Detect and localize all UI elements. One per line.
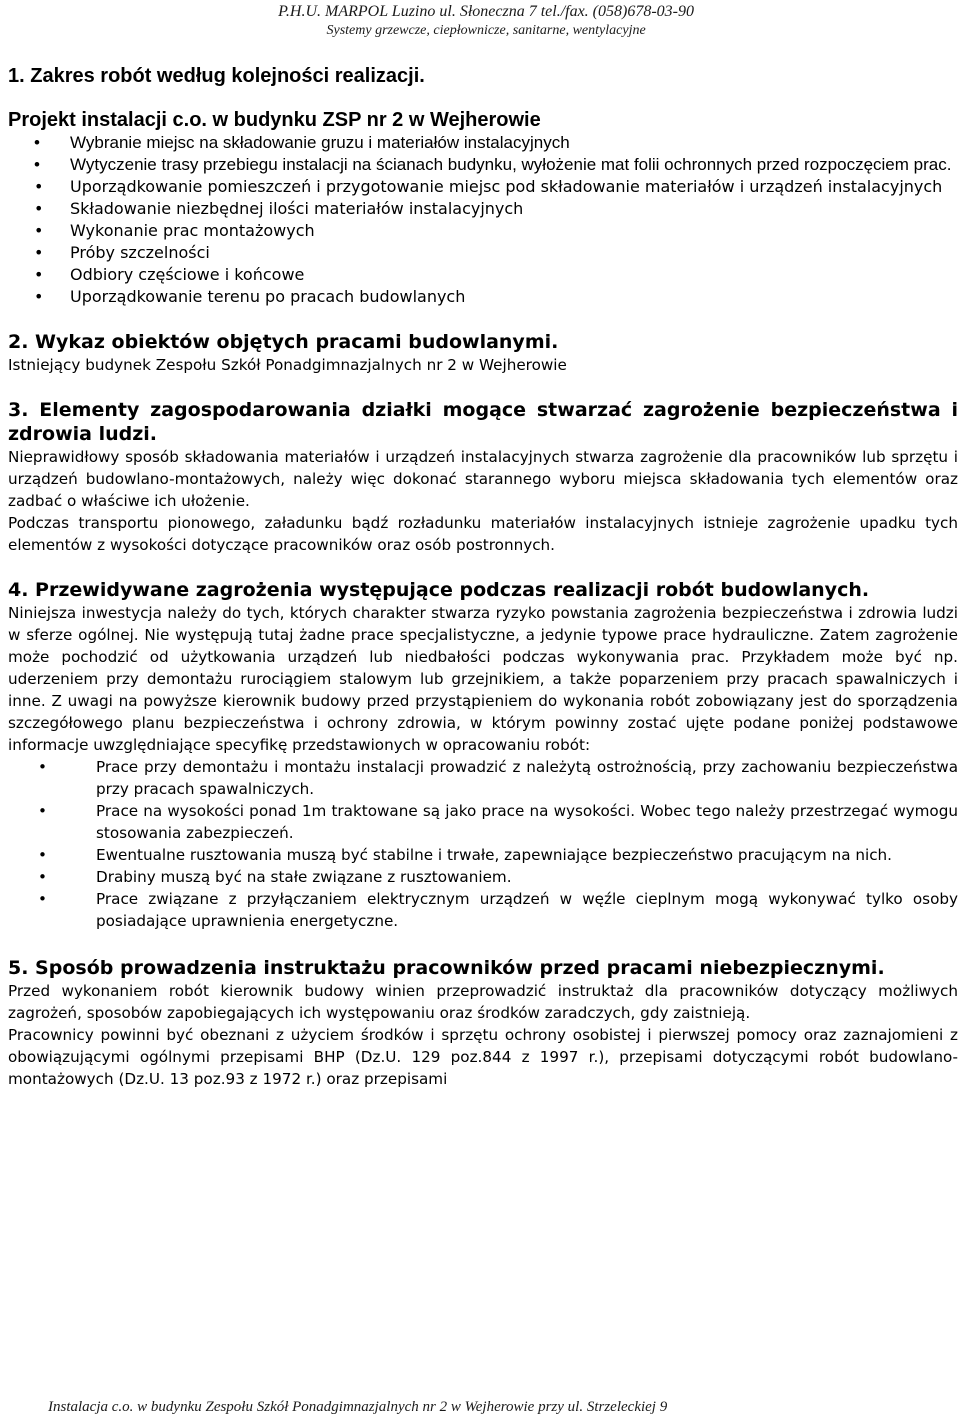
header-services-line: Systemy grzewcze, ciepłownicze, sanitarne, wentylacyjne	[326, 23, 646, 38]
list-item: • Drabiny muszą być na stałe związane z rusztowaniem.	[38, 868, 512, 886]
section4-list	[8, 756, 958, 932]
section1-title: 1. Zakres robót według kolejności realizacji.	[8, 65, 425, 87]
bullet-icon: •	[38, 758, 47, 776]
header-company-line: P.H.U. MARPOL Luzino ul. Słoneczna 7 tel./fax. (058)678-03-90	[278, 3, 694, 20]
section2-text: Istniejący budynek Zespołu Szkół Ponadgimnazjalnych nr 2 w Wejherowie	[8, 356, 567, 374]
bullet-icon: •	[34, 243, 44, 262]
list-item: • Składowanie niezbędnej ilości materiałów instalacyjnych	[34, 199, 524, 218]
list-item: • Uporządkowanie terenu po pracach budowlanych	[34, 287, 466, 306]
list-item: • Prace na wysokości ponad 1m traktowane są jako prace na wysokości. Wobec tego należy przestrzegać wymogu stosowania zabezpieczeń.	[38, 802, 958, 842]
list-item: • Wybranie miejsc na składowanie gruzu i materiałów instalacyjnych	[34, 133, 570, 152]
section1-list-b	[8, 176, 958, 308]
list-item: • Odbiory częściowe i końcowe	[34, 265, 305, 284]
bullet-icon: •	[34, 133, 40, 152]
page-header	[278, 2, 694, 40]
section2-title: 2. Wykaz obiektów objętych pracami budowlanymi.	[8, 331, 559, 353]
bullet-icon: •	[34, 155, 40, 174]
list-item: • Wytyczenie trasy przebiegu instalacji na ścianach budynku, wyłożenie mat folii ochronnych przed rozpoczęciem prac.	[34, 155, 952, 174]
section5-paragraph-1: Przed wykonaniem robót kierownik budowy winien przeprowadzić instruktaż dla pracowników dotyczący możliwych zagrożeń, sposobów zapobiegających ich występowaniu oraz środków zaradczych, gdy zaistnieją.	[8, 982, 958, 1022]
bullet-icon: •	[38, 846, 47, 864]
list-item: • Uporządkowanie pomieszczeń i przygotowanie miejsc pod składowanie materiałów i urządzeń instalacyjnych	[34, 177, 943, 196]
bullet-icon: •	[34, 199, 44, 218]
section5-title: 5. Sposób prowadzenia instruktażu pracowników przed pracami niebezpiecznymi.	[8, 957, 885, 979]
section3-paragraph-2: Podczas transportu pionowego, załadunku bądź rozładunku materiałów instalacyjnych istnieje zagrożenie upadku tych elementów z wysokości dotyczące pracowników oraz osób postronnych.	[8, 514, 958, 554]
list-item: • Ewentualne rusztowania muszą być stabilne i trwałe, zapewniające bezpieczeństwo pracującym na nich.	[38, 846, 892, 864]
list-item: • Wykonanie prac montażowych	[34, 221, 315, 240]
bullet-icon: •	[34, 265, 44, 284]
bullet-icon: •	[34, 287, 44, 306]
bullet-icon: •	[38, 890, 47, 908]
section4-paragraph-1: Niniejsza inwestycja należy do tych, których charakter stwarza ryzyko powstania zagrożenia bezpieczeństwa i zdrowia ludzi w sferze ogólnej. Nie występują tutaj żadne prace specjalistyczne, a jedynie typowe prace hydrauliczne. Zatem zagrożenie może pochodzić od użytkowania urządzeń lub niedbałości podczas wykonywania prac. Przykładem może być np. uderzeniem przy demontażu rurociągiem stalowym lub grzejnikiem, a także poparzeniem przy pracach spawalniczych i inne. Z uwagi na powyższe kierownik budowy przed przystąpieniem do wykonania robót zobowiązany jest do sporządzenia szczegółowego planu bezpieczeństwa i ochrony zdrowia, w którym powinny zostać ujęte podane poniżej podstawowe informacje uwzględniające specyfikę przedstawionych w opracowaniu robót:	[8, 604, 958, 754]
section3-paragraph-1: Nieprawidłowy sposób składowania materiałów i urządzeń instalacyjnych stwarza zagrożenie dla pracowników lub sprzętu i urządzeń budowlano-montażowych, należy więc dokonać starannego wyboru miejsca składowania tych elementów oraz zadbać o właściwe ich ułożenie.	[8, 448, 958, 510]
bullet-icon: •	[34, 177, 44, 196]
section3-title: 3. Elementy zagospodarowania działki mogące stwarzać zagrożenie bezpieczeństwa i zdrowia ludzi.	[8, 399, 958, 445]
page-footer: Instalacja c.o. w budynku Zespołu Szkół Ponadgimnazjalnych nr 2 w Wejherowie przy ul. Strzeleckiej 9	[48, 1399, 668, 1415]
section1-subtitle: Projekt instalacji c.o. w budynku ZSP nr 2 w Wejherowie	[8, 109, 541, 131]
list-item: • Prace przy demontażu i montażu instalacji prowadzić z należytą ostrożnością, przy zachowaniu bezpieczeństwa przy pracach spawalniczych.	[38, 758, 958, 798]
section5-paragraph-2: Pracownicy powinni być obeznani z użyciem środków i sprzętu ochrony osobistej i pierwszej pomocy oraz zaznajomieni z obowiązującymi ogólnymi przepisami BHP (Dz.U. 129 poz.844 z 1997 r.), przepisami dotyczącymi robót budowlano-montażowych (Dz.U. 13 poz.93 z 1972 r.) oraz przepisami	[8, 1026, 958, 1088]
section4-title: 4. Przewidywane zagrożenia występujące podczas realizacji robót budowlanych.	[8, 579, 870, 601]
section1-list-a	[8, 132, 958, 176]
document-body	[8, 64, 958, 1090]
bullet-icon: •	[34, 221, 44, 240]
list-item: • Próby szczelności	[34, 243, 210, 262]
bullet-icon: •	[38, 802, 47, 820]
bullet-icon: •	[38, 868, 47, 886]
list-item: • Prace związane z przyłączaniem elektrycznym urządzeń w węźle cieplnym mogą wykonywać tylko osoby posiadające uprawnienia energetyczne.	[38, 890, 958, 930]
